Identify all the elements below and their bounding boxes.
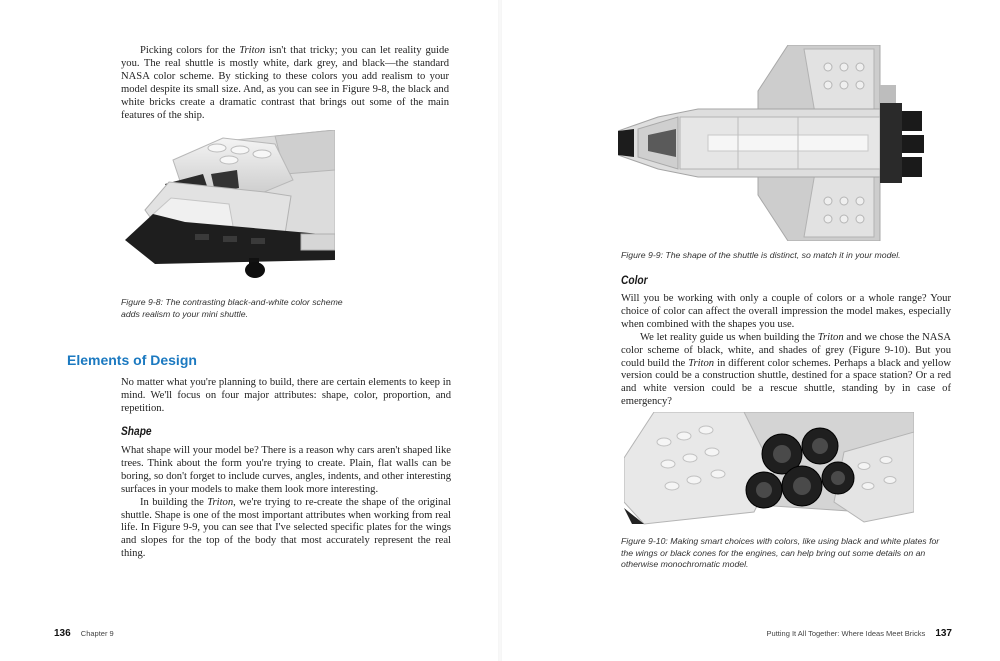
right-page xyxy=(500,0,1000,661)
figure-9-9-caption: Figure 9-9: The shape of the shuttle is distinct, so match it in your model. xyxy=(621,250,901,260)
left-footer xyxy=(54,628,114,639)
italic-title-triton: Triton xyxy=(688,357,715,369)
italic-title-triton: Triton xyxy=(239,45,266,56)
subheading-color: Color xyxy=(621,273,648,287)
italic-title-triton: Triton xyxy=(207,496,234,508)
italic-title-triton: Triton xyxy=(817,331,844,343)
intro-paragraph-block xyxy=(121,45,449,122)
figure-9-8-caption: Figure 9-8: The contrasting black-and-white color scheme adds realism to your mini shuttle. xyxy=(121,297,343,319)
figure-9-9-shuttle-top-view-image xyxy=(618,45,930,241)
shape-text-block xyxy=(121,445,451,561)
color-paragraph-1: Will you be working with only a couple of colors or a whole range? Your choice of color can affect the overall impression the model makes, especially when combined with the shapes you use. xyxy=(621,293,951,330)
right-footer-running-title: Putting It All Together: Where Ideas Meet Bricks xyxy=(766,629,926,638)
section-intro-block xyxy=(121,377,451,416)
figure-9-10-shuttle-engines-image xyxy=(624,412,914,526)
figure-9-10-caption: Figure 9-10: Making smart choices with colors, like using black and white plates for the wings or black cones for the engines, can help bring out some details on an otherwise monochromatic model. xyxy=(621,536,940,569)
subheading-shape: Shape xyxy=(121,424,152,438)
left-page-number: 136 xyxy=(54,628,71,639)
section-title-elements-of-design: Elements of Design xyxy=(67,352,197,368)
color-text-block xyxy=(621,293,951,409)
intro-paragraph: Picking colors for the Triton isn't that tricky; you can let reality guide you. The real shuttle is mostly white, dark grey, and black—the standard NASA color scheme. By sticking to these colors you add realism to your model despite its small size. And, as you can see in Figure 9-8, the black and white bricks create a dramatic contrast that brings out some of the main features of the ship. xyxy=(121,45,449,121)
right-page-number: 137 xyxy=(935,628,952,639)
color-paragraph-2: We let reality guide us when building the Triton and we chose the NASA color scheme of black, white, and shades of grey (Figure 9-10). But you could build the Triton in different color schemes. Perhaps a black and yellow version could be a construction shuttle, destined for a space station? Or a red and white version could be a rescue shuttle, standing by in case of emergency? xyxy=(621,331,952,408)
right-footer xyxy=(767,628,952,639)
figure-9-8-shuttle-nose-image xyxy=(125,130,335,280)
shape-paragraph-1: What shape will your model be? There is a reason why cars aren't shaped like trees. Think about the form you're trying to create. Plain, flat walls can be boring, so don't forget to include curves, angles, indents, and other interesting surfaces in your models to make them look more interesting. xyxy=(121,445,451,495)
shape-paragraph-2: In building the Triton, we're trying to re-create the shape of the original shuttle. Shape is one of the most important attributes when working from real life. In Figure 9-9, you can see that I've selected specific plates for the wings and slopes for the top of the body that most accurately represent the real thing. xyxy=(121,496,451,560)
section-intro-paragraph: No matter what you're planning to build, there are certain elements to keep in mind. We'll focus on four major attributes: shape, color, proportion, and repetition. xyxy=(121,377,451,414)
left-footer-chapter: Chapter 9 xyxy=(80,629,114,638)
